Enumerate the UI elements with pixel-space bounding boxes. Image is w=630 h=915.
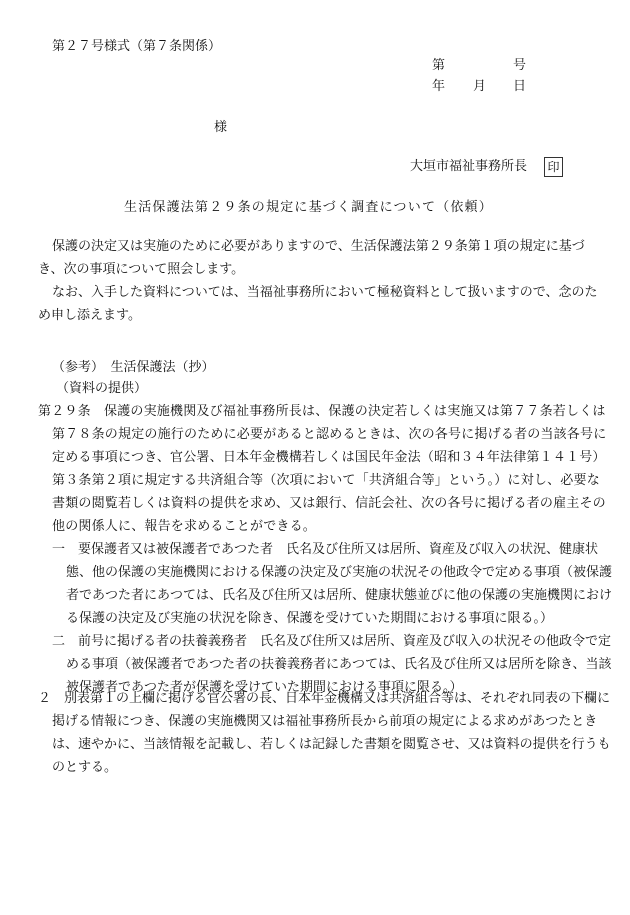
request-body — [38, 235, 600, 327]
date-month-label: 月 — [473, 79, 487, 94]
request-paragraph: 保護の決定又は実施のために必要がありますので、生活保護法第２９条第１項の規定に基づき、次の事項について照会します。 — [38, 239, 585, 277]
article-item-1: 一 要保護者又は被保護者であつた者 氏名及び住所又は居所、資産及び収入の状況、健康状態、他の保護の実施機関における保護の決定及び実施の状況その他政令で定める事項（被保護者であつた者にあつては、氏名及び住所又は居所、健康状態並びに他の保護の実施機関における保護の決定及び実施の状況を除き、保護を受けていた期間における事項に限る。） — [52, 542, 613, 626]
addressee-suffix: 様 — [214, 120, 228, 135]
document-number-label: 第 — [432, 58, 446, 73]
reference-heading: （参考） 生活保護法（抄） — [52, 360, 215, 375]
date-day-label: 日 — [513, 79, 527, 94]
sender-name: 大垣市福祉事務所長 — [410, 159, 528, 174]
article-29: 第２９条 保護の実施機関及び福祉事務所長は、保護の決定若しくは実施又は第７７条若しくは第７８条の規定の施行のために必要があると認めるときは、次の各号に掲げる者の当該各号に定める事項につき、官公署、日本年金機構若しくは国民年金法（昭和３４年法律第１４１号）第３条第２項に規定する共済組合等（次項において「共済組合等」という。）に対し、必要な書類の閲覧若しくは資料の提供を求め、又は銀行、信託会社、次の各号に掲げる者の雇主その他の関係人に、報告を求めることができる。 — [38, 404, 607, 534]
seal-mark: 印 — [544, 157, 563, 177]
document-number-suffix: 号 — [513, 58, 527, 73]
article-paragraph-2: ２ 別表第１の上欄に掲げる官公署の長、日本年金機構又は共済組合等は、それぞれ同表の下欄に掲げる情報につき、保護の実施機関又は福祉事務所長から前項の規定による求めがあつたときは、速やかに、当該情報を記載し、若しくは記録した書類を閲覧させ、又は資料の提供を行うものとする。 — [38, 691, 611, 775]
form-number: 第２７号様式（第７条関係） — [52, 39, 222, 54]
date-year-label: 年 — [432, 79, 446, 94]
document-title: 生活保護法第２９条の規定に基づく調査について（依頼） — [124, 200, 493, 215]
confidentiality-paragraph: なお、入手した資料については、当福祉事務所において極秘資料として扱いますので、念のため申し添えます。 — [38, 285, 598, 323]
article-item-2: 二 前号に掲げる者の扶養義務者 氏名及び住所又は居所、資産及び収入の状況その他政令で定める事項（被保護者であつた者の扶養義務者にあつては、氏名及び住所又は居所を除き、当該被保護者であつた者が保護を受けていた期間における事項に限る。） — [52, 634, 612, 695]
reference-subheading: （資料の提供） — [56, 381, 148, 396]
